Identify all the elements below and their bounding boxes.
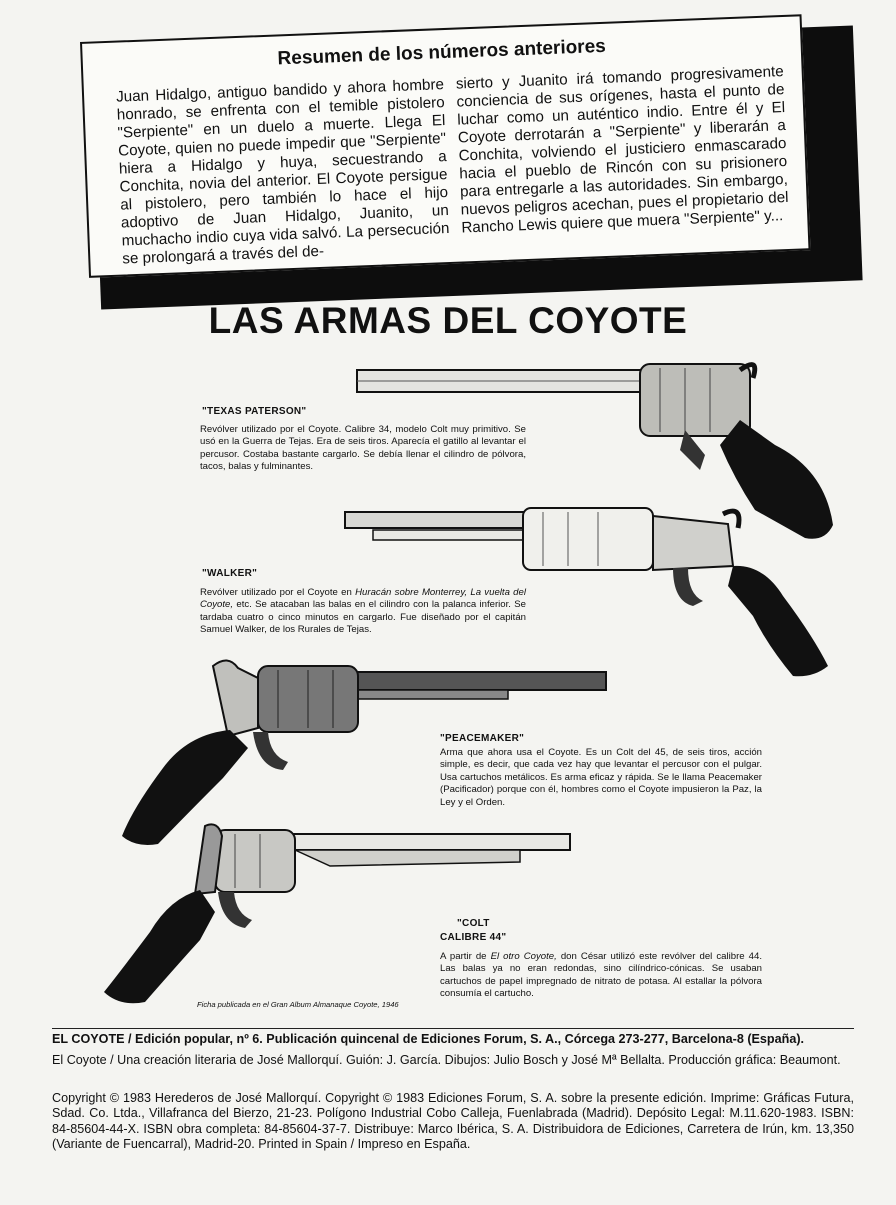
illustration-caption: Ficha publicada en el Gran Album Almanaque Coyote, 1946 <box>197 1000 399 1009</box>
footer-publication-line: EL COYOTE / Edición popular, nº 6. Publicación quincenal de Ediciones Forum, S. A., Córcega 273-277, Barcelona-8 (España). <box>52 1032 805 1046</box>
footer-copyright: Copyright © 1983 Herederos de José Mallorquí. Copyright © 1983 Ediciones Forum, S. A. sobre la presente edición. Imprime: Gráficas Futura, Sdad. Co. Ltda., Villafranca del Bierzo, 21-23. Polígono Industrial Cobo Calleja, Fuenlabrada (Madrid). Depósito Legal: M.11.620-1983. ISBN: 84-85604-44-X. ISBN obra completa: 84-85604-37-7. Distribuye: Marco Ibérica, S. A. Distribuidora de Ediciones, Carretera de Irún, km. 13,350 (Variante de Fuencarral), Madrid-20. Printed in Spain / Impreso en España. <box>52 1091 854 1152</box>
colt-44-description-rest: don César utilizó este revólver del calibre 44. Las balas ya no eran redondas, sino cilíndrico-cónicas. Se usaban cartuchos de papel impregnado de nitrato de potasa. Al estallar la pólvora consumía el cartucho. <box>440 951 762 1000</box>
colt-44-label-line2: CALIBRE 44" <box>440 932 507 943</box>
colt-44-description-title: El otro Coyote, <box>490 951 557 962</box>
summary-box <box>80 14 811 278</box>
walker-label: "WALKER" <box>202 568 258 579</box>
texas-paterson-description: Revólver utilizado por el Coyote. Calibre 34, modelo Colt muy primitivo. Se usó en la Guerra de Tejas. Era de seis tiros. Aparecía el gatillo al levantar el percusor. Costaba bastante cargarlo. Se debía llenar el cilindro de pólvora, tacos, balas y fulminantes. <box>200 424 526 473</box>
colt-44-description <box>440 951 762 1001</box>
walker-description-intro: Revólver utilizado por el Coyote en <box>200 587 356 598</box>
footer-divider <box>52 1028 854 1029</box>
footer-credits: El Coyote / Una creación literaria de José Mallorquí. Guión: J. García. Dibujos: Julio Bosch y José Mª Bellalta. Producción gráfica: Beaumont. <box>52 1053 841 1067</box>
walker-description-rest: etc. Se atacaban las balas en el cilindro con la palanca inferior. Se tardaba cuatro o cinco minutos en cargarlo. Fue diseñado por el capitán Samuel Walker, de los Rurales de Tejas. <box>200 599 526 636</box>
walker-description-titles: Huracán sobre Monterrey, La vuelta del Coyote, <box>200 587 526 611</box>
summary-column-right: sierto y Juanito irá tomando progresivamente conciencia de sus orígenes, hasta el punto de luchar como un auténtico indio. Entre él y El Coyote derrotarán a "Serpiente" y liberarán a Conchita, volviendo el justiciero enmascarado hacia el pueblo de Rincón con su prisionero para entregarle a las autoridades. Sin embargo, nuevos peligros acechan, pues el propietario del Rancho Lewis quiere que muera "Serpiente" y... <box>455 63 789 237</box>
colt-44-description-intro: A partir de <box>440 951 491 962</box>
main-title: LAS ARMAS DEL COYOTE <box>208 300 688 341</box>
summary-column-left: Juan Hidalgo, antiguo bandido y ahora hombre honrado, se enfrenta con el temible pistolero "Serpiente" en un duelo a muerte. Llega El Coyote, quien no puede impedir que "Serpiente" hiera a Hidalgo y huya, secuestrando a Conchita, novia del anterior. El Coyote persigue al pistolero, pero también lo hace el hijo adoptivo de Juan Hidalgo, Juanito, un muchacho indio cuya vida salvó. La persecución se prolongará a través del de- <box>115 76 450 268</box>
colt-44-label-line1: "COLT <box>457 918 490 929</box>
walker-description <box>200 587 526 637</box>
peacemaker-label: "PEACEMAKER" <box>440 733 525 744</box>
summary-title: Resumen de los números anteriores <box>277 35 607 70</box>
peacemaker-description: Arma que ahora usa el Coyote. Es un Colt del 45, de seis tiros, acción simple, es decir, que cada vez hay que levantar el percusor con el pulgar. Usa cartuchos metálicos. Es arma eficaz y rápida. Se le llama Peacemaker (Pacificador) porque con él, hombres como el Coyote impusieron la Paz, la Ley y el Orden. <box>440 747 762 808</box>
texas-paterson-label: "TEXAS PATERSON" <box>202 406 307 417</box>
